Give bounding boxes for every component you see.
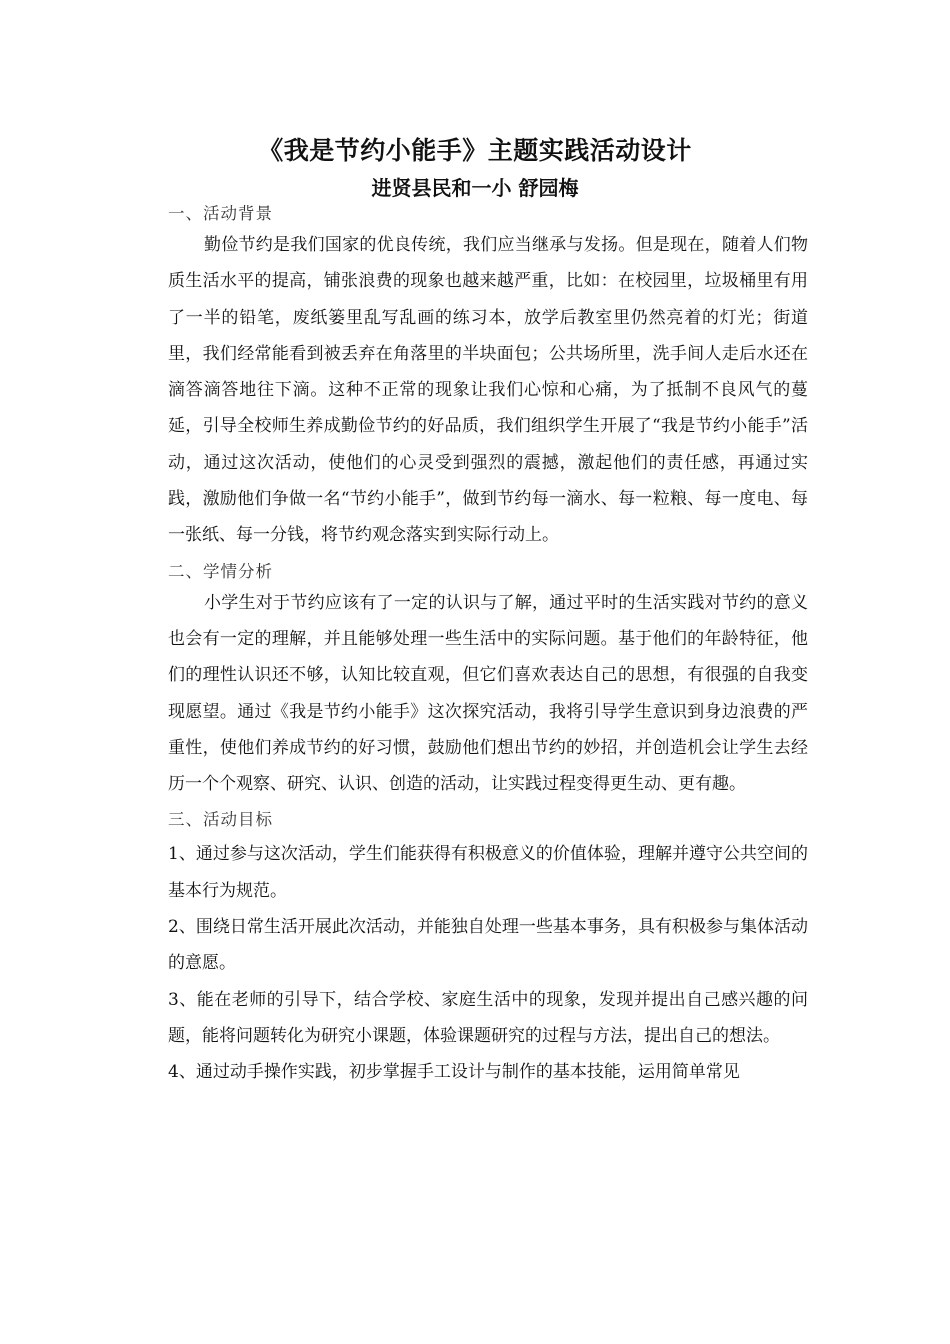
paragraph-background: 勤俭节约是我们国家的优良传统，我们应当继承与发扬。但是现在，随着人们物质生活水平的提高，铺张浪费的现象也越来越严重，比如：在校园里，垃圾桶里有用了一半的铅笔，废纸篓里乱写乱画的练习本，放学后教室里仍然亮着的灯光；街道里，我们经常能看到被丢弃在角落里的半块面包；公共场所里，洗手间人走后水还在滴答滴答地往下滴。这种不正常的现象让我们心惊和心痛，为了抵制不良风气的蔓延，引导全校师生养成勤俭节约的好品质，我们组织学生开展了“我是节约小能手”活动，通过这次活动，使他们的心灵受到强烈的震撼，激起他们的责任感，再通过实践，激励他们争做一名“节约小能手”，做到节约每一滴水、每一粒粮、每一度电、每一张纸、每一分钱，将节约观念落实到实际行动上。 bbox=[168, 235, 808, 546]
author-line: 进贤县民和一小 舒园梅 bbox=[371, 176, 579, 200]
document-body bbox=[168, 200, 808, 1091]
section-heading-background: 一、活动背景 bbox=[168, 204, 273, 223]
paragraph-analysis: 小学生对于节约应该有了一定的认识与了解，通过平时的生活实践对节约的意义也会有一定的理解，并且能够处理一些生活中的实际问题。基于他们的年龄特征，他们的理性认识还不够，认知比较直观，但它们喜欢表达自己的思想，有很强的自我变现愿望。通过《我是节约小能手》这次探究活动，我将引导学生意识到身边浪费的严重性，使他们养成节约的好习惯，鼓励他们想出节约的妙招，并创造机会让学生去经历一个个观察、研究、认识、创造的活动，让实践过程变得更生动、更有趣。 bbox=[168, 592, 808, 795]
goal-item-4: 4、通过动手操作实践，初步掌握手工设计与制作的基本技能，运用简单常见 bbox=[168, 1062, 740, 1083]
section-heading-analysis: 二、学情分析 bbox=[168, 561, 273, 581]
goal-item-2: 2、围绕日常生活开展此次活动，并能独自处理一些基本事务，具有积极参与集体活动的意愿。 bbox=[168, 917, 808, 974]
document-title: 《我是节约小能手》主题实践活动设计 bbox=[258, 136, 692, 165]
section-heading-goals: 三、活动目标 bbox=[168, 810, 273, 830]
goal-item-3: 3、能在老师的引导下，结合学校、家庭生活中的现象，发现并提出自己感兴趣的问题，能将问题转化为研究小课题，体验课题研究的过程与方法，提出自己的想法。 bbox=[168, 989, 808, 1046]
goal-item-1: 1、通过参与这次活动，学生们能获得有积极意义的价值体验，理解并遵守公共空间的基本行为规范。 bbox=[168, 844, 808, 901]
